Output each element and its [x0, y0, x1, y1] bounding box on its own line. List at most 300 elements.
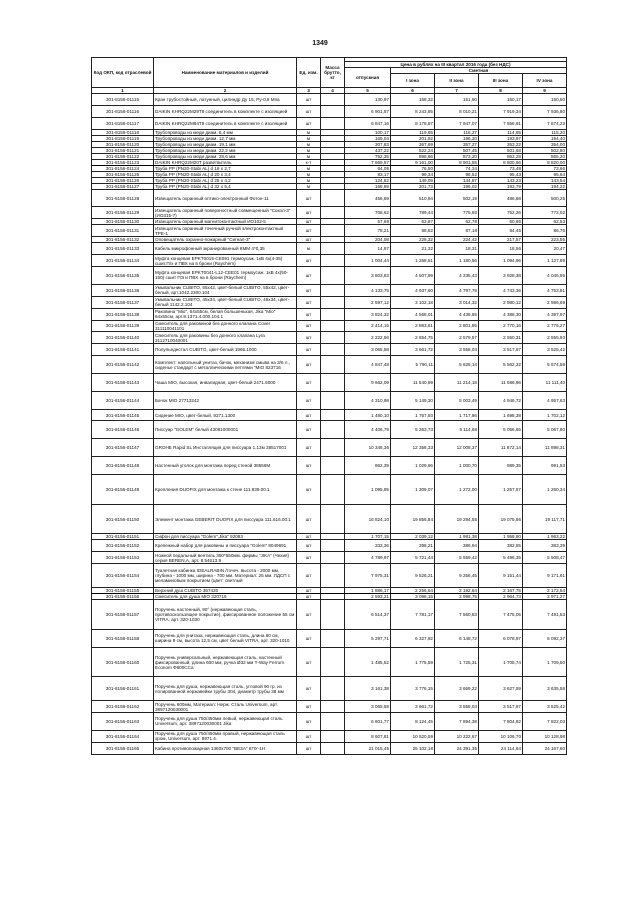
unit-cell: шт	[297, 391, 321, 409]
name-cell: DAIKIN KHRQ22M29T9 соединитель в комплекте с изоляцией	[154, 105, 297, 117]
zone-3-price-cell: 8 800,66	[479, 159, 523, 165]
zone-3-price-cell: 3 627,59	[479, 677, 523, 701]
name-cell: Туалетная кабинка IDEALRABIN /точеч. высота - 2000 мм, глубина - 1000 мм, ширина - 700 мм. Материал: 25 мм. ЛДСП с меламиновым покрытием (цвет: светлый	[154, 564, 297, 588]
zone-4-price-cell: 3 635,58	[523, 677, 567, 701]
zone-2-price-cell: 11 214,18	[435, 373, 479, 391]
zone-4-price-cell: 4 957,63	[523, 391, 567, 409]
unit-cell: м	[297, 177, 321, 183]
name-cell: Верхний душ CUBITO 367420	[154, 588, 297, 594]
table-row	[92, 564, 567, 588]
zone-3-price-cell: 2 167,75	[479, 588, 523, 594]
name-cell: Трубопроводы из меди диам. 22,2 мм	[154, 147, 297, 153]
unit-cell: шт	[297, 647, 321, 677]
mass-cell	[321, 94, 345, 106]
table-row	[92, 94, 567, 106]
zone-2-price-cell: 5 003,49	[435, 391, 479, 409]
zone-2-price-cell: 2 579,57	[435, 332, 479, 344]
zone-2-price-cell: 386,94	[435, 540, 479, 552]
mass-cell	[321, 117, 345, 129]
zone-1-price-cell: 2 039,12	[391, 534, 435, 540]
mass-cell	[321, 504, 345, 534]
zone-2-price-cell: 2 192,84	[435, 588, 479, 594]
zone-3-price-cell: 1 257,57	[479, 474, 523, 504]
zone-3-price-cell: 2 770,16	[479, 320, 523, 332]
zone-4-price-cell: 4 046,55	[523, 267, 567, 285]
header-mass: Масса брутто, кг	[321, 58, 345, 88]
unit-cell: шт	[297, 588, 321, 594]
unit-cell: шт	[297, 552, 321, 564]
name-cell: Кабина противопожарная 1360х700 "ВЕЗА" КПУ-1Н	[154, 742, 297, 754]
code-cell: 301-8156-01139	[92, 320, 154, 332]
release-price-cell: 2 222,56	[345, 332, 391, 344]
release-price-cell: 3 824,32	[345, 308, 391, 320]
mass-cell	[321, 320, 345, 332]
release-price-cell: 169,04	[345, 135, 391, 141]
code-cell: 301-8156-01165	[92, 742, 154, 754]
name-cell: Труба PP (PN20-Stabi AL) d 16 х 2,7	[154, 165, 297, 171]
zone-1-price-cell: 3 098,15	[391, 594, 435, 600]
code-cell: 301-8156-01134	[92, 255, 154, 267]
zone-1-price-cell: 510,94	[391, 189, 435, 207]
code-cell: 301-8156-01131	[92, 225, 154, 237]
zone-2-price-cell: 3 669,22	[435, 677, 479, 701]
column-number: 2	[154, 88, 297, 94]
zone-1-price-cell: 5 790,11	[391, 356, 435, 374]
mass-cell	[321, 409, 345, 421]
release-price-cell: 6 901,57	[345, 105, 391, 117]
release-price-cell: 83,17	[345, 171, 391, 177]
zone-1-price-cell: 2 256,64	[391, 588, 435, 594]
zone-2-price-cell: 196,02	[435, 183, 479, 189]
name-cell: Элемент монтажа GEBERIT DUOFIX для писсуара 111.616.00.1	[154, 504, 297, 534]
name-cell: Муфта концевая EPKT0041-L12-CEE01 термоусаж. 1кВ 4х(50-150) сшит ПЭ и ПВХ на в брони (Raychem)	[154, 267, 297, 285]
zone-1-price-cell: 3 776,15	[391, 677, 435, 701]
zone-4-price-cell: 5 067,80	[523, 421, 567, 439]
zone-4-price-cell: 2 971,27	[523, 594, 567, 600]
zone-2-price-cell: 1 272,00	[435, 474, 479, 504]
code-cell: 301-8156-01152	[92, 540, 154, 552]
unit-cell: шт	[297, 189, 321, 207]
table-row	[92, 677, 567, 701]
zone-3-price-cell: 5 562,32	[479, 356, 523, 374]
table-row	[92, 284, 567, 296]
zone-1-price-cell: 2 883,61	[391, 320, 435, 332]
zone-3-price-cell: 19 075,66	[479, 504, 523, 534]
zone-3-price-cell: 501,68	[479, 147, 523, 153]
zone-4-price-cell: 194,40	[523, 135, 567, 141]
zone-2-price-cell: 5 559,42	[435, 552, 479, 564]
unit-cell: шт	[297, 356, 321, 374]
zone-2-price-cell: 10 222,67	[435, 730, 479, 742]
mass-cell	[321, 373, 345, 391]
release-price-cell: 1 480,10	[345, 409, 391, 421]
zone-1-price-cell: 1 029,66	[391, 457, 435, 475]
release-price-cell: 3 603,83	[345, 267, 391, 285]
unit-cell: м	[297, 183, 321, 189]
zone-3-price-cell: 1 094,96	[479, 255, 523, 267]
code-cell: 301-8156-01146	[92, 421, 154, 439]
release-price-cell: 1 004,44	[345, 255, 391, 267]
release-price-cell: 21 015,45	[345, 742, 391, 754]
code-cell: 301-8156-01144	[92, 391, 154, 409]
unit-cell: шт	[297, 117, 321, 129]
release-price-cell: 1 095,95	[345, 474, 391, 504]
code-cell: 301-8156-01147	[92, 439, 154, 457]
mass-cell	[321, 730, 345, 742]
code-cell: 301-8156-01140	[92, 332, 154, 344]
table-row	[92, 267, 567, 285]
name-cell: Трубопроводы из меди диам. 6,4 мм	[154, 129, 297, 135]
mass-cell	[321, 308, 345, 320]
zone-4-price-cell: 7 491,53	[523, 600, 567, 630]
release-price-cell: 333,36	[345, 540, 391, 552]
zone-3-price-cell: 60,86	[479, 219, 523, 225]
unit-cell: шт	[297, 373, 321, 391]
zone-2-price-cell: 196,20	[435, 135, 479, 141]
zone-1-price-cell: 19 856,84	[391, 504, 435, 534]
code-cell: 301-8156-01143	[92, 373, 154, 391]
header-zone-2: II зона	[435, 74, 479, 88]
zone-1-price-cell: 12 358,33	[391, 439, 435, 457]
release-price-cell: 7 975,31	[345, 564, 391, 588]
code-cell: 301-8156-01148	[92, 457, 154, 475]
unit-cell: шт	[297, 677, 321, 701]
release-price-cell: 4 133,75	[345, 284, 391, 296]
zone-1-price-cell: 201,73	[391, 183, 435, 189]
zone-3-price-cell: 1 698,38	[479, 409, 523, 421]
zone-2-price-cell: 1 725,31	[435, 647, 479, 677]
code-cell: 301-8156-01132	[92, 237, 154, 243]
table-row	[92, 308, 567, 320]
zone-4-price-cell: 5 574,58	[523, 356, 567, 374]
zone-4-price-cell: 4 753,81	[523, 284, 567, 296]
zone-4-price-cell: 1 260,34	[523, 474, 567, 504]
zone-2-price-cell: 116,27	[435, 129, 479, 135]
release-price-cell: 6 847,16	[345, 117, 391, 129]
name-cell: Оповещатель охранно-пожарный "Сигнал-3"	[154, 237, 297, 243]
code-cell: 301-8156-01125	[92, 171, 154, 177]
unit-cell: шт	[297, 320, 321, 332]
code-cell: 301-8156-01149	[92, 474, 154, 504]
name-cell: Извещатель охранный оптико-электронный Фотон-11	[154, 189, 297, 207]
release-price-cell: 10 346,36	[345, 439, 391, 457]
table-row	[92, 504, 567, 534]
code-cell: 301-8156-01151	[92, 534, 154, 540]
name-cell: Трубопроводы из меди диам. 12,7 мм	[154, 135, 297, 141]
table-row	[92, 391, 567, 409]
name-cell: Чаша MIO, высокая, инвалидная, цвет-белый 2471.6000	[154, 373, 297, 391]
name-cell: Крепежный набор для раковины и писсуара "Golem" 8049691	[154, 540, 297, 552]
release-price-cell: 204,08	[345, 237, 391, 243]
name-cell: Поручень универсальный, нержавеющая сталь, настенный фиксированный, длина 600 мм, ручка Ø32 мм Т-Way Ferrum Econom Ф600ССа	[154, 647, 297, 677]
zone-2-price-cell: 151,90	[435, 94, 479, 106]
table-row	[92, 356, 567, 374]
zone-3-price-cell: 193,97	[479, 135, 523, 141]
name-cell: Поручень для душа 750/450мм левый, нержавеющая сталь Universum, арт. 3897120030001 Jika	[154, 713, 297, 731]
zone-2-price-cell: 224,42	[435, 237, 479, 243]
table-row	[92, 629, 567, 647]
name-cell: Смеситель для раковиной без донного клапана Cover 311110041101	[154, 320, 297, 332]
zone-2-price-cell: 3 558,03	[435, 701, 479, 713]
zone-1-price-cell: 158,32	[391, 94, 435, 106]
zone-2-price-cell: 96,52	[435, 171, 479, 177]
mass-cell	[321, 742, 345, 754]
release-price-cell: 168,89	[345, 183, 391, 189]
table-row	[92, 552, 567, 564]
code-cell: 301-8156-01118	[92, 129, 154, 135]
zone-3-price-cell: 84,45	[479, 225, 523, 237]
zone-2-price-cell: 18,31	[435, 243, 479, 255]
zone-4-price-cell: 143,54	[523, 177, 567, 183]
code-cell: 301-8156-01122	[92, 153, 154, 159]
zone-4-price-cell: 20,47	[523, 243, 567, 255]
release-price-cell: 307,83	[345, 141, 391, 147]
zone-4-price-cell: 2 172,54	[523, 588, 567, 594]
zone-3-price-cell: 114,95	[479, 129, 523, 135]
unit-cell: шт	[297, 284, 321, 296]
header-release: отпускная	[345, 68, 391, 88]
zone-4-price-cell: 7 822,03	[523, 713, 567, 731]
unit-cell: м	[297, 165, 321, 171]
zone-4-price-cell: 73,66	[523, 165, 567, 171]
zone-2-price-cell: 1 180,56	[435, 255, 479, 267]
zone-1-price-cell: 4 507,99	[391, 267, 435, 285]
zone-2-price-cell: 2 998,75	[435, 594, 479, 600]
mass-cell	[321, 391, 345, 409]
zone-1-price-cell: 5 149,30	[391, 391, 435, 409]
name-cell: Ножной педальный вентиль 350*550мм. фирмы "JIKA" (Чехия) серия BEREN,А, арт. 8.54613.9	[154, 552, 297, 564]
table-row	[92, 600, 567, 630]
code-cell: 301-8156-01138	[92, 308, 154, 320]
zone-3-price-cell: 382,55	[479, 540, 523, 552]
column-number: 5	[345, 88, 391, 94]
release-price-cell: 3 065,58	[345, 701, 391, 713]
column-number: 7	[435, 88, 479, 94]
code-cell: 301-8156-01124	[92, 165, 154, 171]
code-cell: 301-8156-01141	[92, 344, 154, 356]
table-row	[92, 439, 567, 457]
unit-cell: м	[297, 171, 321, 177]
mass-cell	[321, 564, 345, 588]
zone-2-price-cell: 873,20	[435, 153, 479, 159]
unit-cell: шт	[297, 534, 321, 540]
unit-cell: м	[297, 129, 321, 135]
code-cell: 301-8156-01123	[92, 159, 154, 165]
release-price-cell: 130,97	[345, 94, 391, 106]
zone-1-price-cell: 1 309,07	[391, 474, 435, 504]
zone-2-price-cell: 6 148,72	[435, 629, 479, 647]
zone-4-price-cell: 86,76	[523, 225, 567, 237]
zone-2-price-cell: 7 947,07	[435, 117, 479, 129]
code-cell: 301-8156-01116	[92, 105, 154, 117]
release-price-cell: 2 414,15	[345, 320, 391, 332]
zone-4-price-cell: 9 171,61	[523, 564, 567, 588]
header-unit: Ед. изм.	[297, 58, 321, 88]
zone-1-price-cell: 88,82	[391, 225, 435, 237]
unit-cell: шт	[297, 742, 321, 754]
code-cell: 301-8156-01158	[92, 629, 154, 647]
release-price-cell: 3 161,38	[345, 677, 391, 701]
release-price-cell: 9 662,09	[345, 373, 391, 391]
code-cell: 301-8156-01162	[92, 701, 154, 713]
zone-4-price-cell: 865,20	[523, 153, 567, 159]
unit-cell: м	[297, 147, 321, 153]
column-number: 8	[479, 88, 523, 94]
code-cell: 301-8156-01153	[92, 552, 154, 564]
release-price-cell: 78,21	[345, 225, 391, 237]
zone-1-price-cell: 1 767,93	[391, 409, 435, 421]
release-price-cell: 3 065,58	[345, 344, 391, 356]
name-cell: Трубопроводы из меди диам. 28,6 мм	[154, 153, 297, 159]
release-price-cell: 1 886,17	[345, 588, 391, 594]
table-body	[92, 94, 567, 755]
zone-4-price-cell: 95,64	[523, 171, 567, 177]
unit-cell: шт	[297, 474, 321, 504]
zone-2-price-cell: 8 010,21	[435, 105, 479, 117]
zone-4-price-cell: 19 117,71	[523, 504, 567, 534]
code-cell: 301-8156-01161	[92, 677, 154, 701]
mass-cell	[321, 332, 345, 344]
zone-1-price-cell: 99,34	[391, 171, 435, 177]
zone-3-price-cell: 7 475,05	[479, 600, 523, 630]
zone-2-price-cell: 1 981,38	[435, 534, 479, 540]
name-cell: Труба PP (PN20-Stabi AL) d 20 х 3,4	[154, 171, 297, 177]
zone-1-price-cell: 201,92	[391, 135, 435, 141]
name-cell: Извещатель охранный поверхностный совмещенный "Сокол-3" (ИО315-7)	[154, 207, 297, 219]
mass-cell	[321, 474, 345, 504]
zone-3-price-cell: 9 151,44	[479, 564, 523, 588]
name-cell: Крепления DUOFIX для монтажа к стене 111.839.00.1	[154, 474, 297, 504]
table-row	[92, 474, 567, 504]
zone-3-price-cell: 4 946,72	[479, 391, 523, 409]
table-row	[92, 296, 567, 308]
mass-cell	[321, 296, 345, 308]
code-cell: 301-8156-01137	[92, 296, 154, 308]
header-zone-1: I зона	[391, 74, 435, 88]
zone-1-price-cell: 119,65	[391, 129, 435, 135]
name-cell: Сидение MIO, цвет-белый, 9271.1300	[154, 409, 297, 421]
release-price-cell: 4 310,98	[345, 391, 391, 409]
table-row	[92, 243, 567, 255]
release-price-cell: 124,82	[345, 177, 391, 183]
zone-1-price-cell: 25 102,18	[391, 742, 435, 754]
zone-3-price-cell: 217,57	[479, 237, 523, 243]
code-cell: 301-8156-01157	[92, 600, 154, 630]
mass-cell	[321, 701, 345, 713]
name-cell: Муфта концевая EPKT0015-CE091 термоусаж. 1кВ 4х(4-35) сшит.П/э и ПВХ на в брони (Raychem)	[154, 255, 297, 267]
column-number: 9	[523, 88, 567, 94]
release-price-cell: 4 789,97	[345, 552, 391, 564]
release-price-cell: 8 607,81	[345, 730, 391, 742]
code-cell: 301-8156-01129	[92, 207, 154, 219]
name-cell: Извещатель охранный точечный ручной электроконтактный ТРЕ-1	[154, 225, 297, 237]
zone-4-price-cell: 1 709,50	[523, 647, 567, 677]
zone-2-price-cell: 3 014,32	[435, 296, 479, 308]
zone-3-price-cell: 73,48	[479, 165, 523, 171]
zone-4-price-cell: 5 508,47	[523, 552, 567, 564]
zone-3-price-cell: 7 856,91	[479, 117, 523, 129]
release-price-cell: 7 669,57	[345, 159, 391, 165]
zone-4-price-cell: 62,53	[523, 219, 567, 225]
unit-cell: шт	[297, 629, 321, 647]
unit-cell: шт	[297, 237, 321, 243]
code-cell: 301-8156-01164	[92, 730, 154, 742]
zone-3-price-cell: 6 078,97	[479, 629, 523, 647]
unit-cell: м	[297, 135, 321, 141]
zone-4-price-cell: 2 986,69	[523, 296, 567, 308]
column-number: 3	[297, 88, 321, 94]
release-price-cell: 456,69	[345, 189, 391, 207]
mass-cell	[321, 677, 345, 701]
code-cell: 301-8156-01160	[92, 647, 154, 677]
code-cell: 301-8156-01128	[92, 189, 154, 207]
mass-cell	[321, 207, 345, 219]
zone-3-price-cell: 11 872,14	[479, 439, 523, 457]
zone-3-price-cell: 3 928,38	[479, 267, 523, 285]
zone-3-price-cell: 353,22	[479, 141, 523, 147]
zone-2-price-cell: 775,93	[435, 207, 479, 219]
zone-4-price-cell: 4 397,97	[523, 308, 567, 320]
release-price-cell: 862,39	[345, 457, 391, 475]
zone-4-price-cell: 1 963,22	[523, 534, 567, 540]
zone-1-price-cell: 367,69	[391, 141, 435, 147]
zone-2-price-cell: 144,87	[435, 177, 479, 183]
code-cell: 301-8156-01115	[92, 94, 154, 106]
code-cell: 301-8156-01121	[92, 147, 154, 153]
table-row	[92, 225, 567, 237]
zone-2-price-cell: 3 558,03	[435, 344, 479, 356]
name-cell: Смеситель для раковины без донного клапана Lyra 3112710040001	[154, 332, 297, 344]
zone-1-price-cell: 1 258,51	[391, 255, 435, 267]
release-price-cell: 5 297,71	[345, 629, 391, 647]
zone-1-price-cell: 149,09	[391, 177, 435, 183]
unit-cell: шт	[297, 225, 321, 237]
table-row	[92, 647, 567, 677]
price-table	[91, 57, 567, 755]
mass-cell	[321, 344, 345, 356]
column-number: 1	[92, 88, 154, 94]
table-row	[92, 701, 567, 713]
release-price-cell: 14,97	[345, 243, 391, 255]
unit-cell: шт	[297, 594, 321, 600]
unit-cell: шт	[297, 255, 321, 267]
name-cell: DAIKIN KHRQ22M20T разветвитель	[154, 159, 297, 165]
zone-4-price-cell: 194,22	[523, 183, 567, 189]
header-price-group: Цена в рублях на III квартал 2016 года (без НДС)	[345, 62, 567, 68]
zone-2-price-cell: 62,78	[435, 219, 479, 225]
mass-cell	[321, 356, 345, 374]
code-cell: 301-8156-01126	[92, 177, 154, 183]
table-row	[92, 540, 567, 552]
mass-cell	[321, 713, 345, 731]
code-cell: 301-8156-01142	[92, 356, 154, 374]
unit-cell: шт	[297, 296, 321, 308]
name-cell: Кран трубостойный, латунный, цилиндр Ду 15, Ру-0,8 Мпа	[154, 94, 297, 106]
unit-cell: шт	[297, 219, 321, 225]
release-price-cell: 2 593,21	[345, 594, 391, 600]
zone-4-price-cell: 354,00	[523, 141, 567, 147]
table-row	[92, 457, 567, 475]
unit-cell: шт	[297, 701, 321, 713]
mass-cell	[321, 105, 345, 117]
zone-4-price-cell: 991,53	[523, 457, 567, 475]
zone-3-price-cell: 863,28	[479, 153, 523, 159]
unit-cell: шт	[297, 105, 321, 117]
zone-4-price-cell: 115,20	[523, 129, 567, 135]
zone-3-price-cell: 7 919,34	[479, 105, 523, 117]
mass-cell	[321, 647, 345, 677]
zone-1-price-cell: 9 161,00	[391, 159, 435, 165]
